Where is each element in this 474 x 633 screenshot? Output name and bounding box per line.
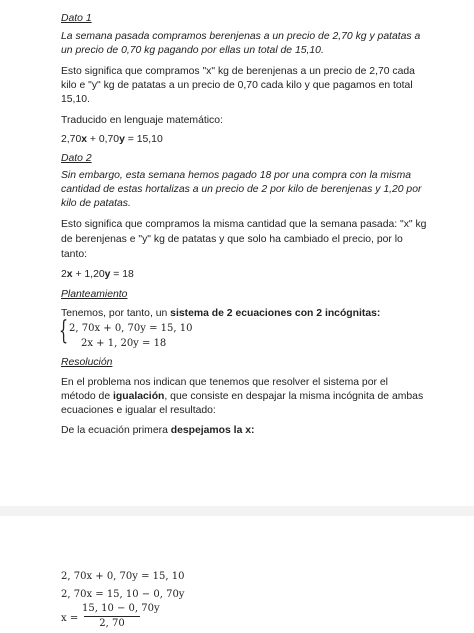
dato2-statement-line: cantidad de estas hortalizas a un precio de 2 por kilo de berenjenas y 1,20 por (61, 184, 422, 195)
resolucion-text: método de (61, 391, 113, 402)
dato1-meaning-line: Esto significa que compramos "x" kg de berenjenas a un precio de 2,70 cada (61, 66, 415, 77)
equation-2 (61, 268, 134, 281)
eq-var-y: y (104, 269, 111, 280)
eq-result: = 18 (110, 269, 134, 280)
system-equation-2: 2x + 1, 20y = 18 (81, 338, 167, 349)
planteamiento-intro-bold: sistema de 2 ecuaciones con 2 incógnitas: (170, 308, 381, 319)
planteamiento-heading: Planteamiento (61, 289, 128, 300)
dato1-meaning-line: 15,10. (61, 94, 90, 105)
document-page-2 (0, 516, 474, 633)
fraction-denominator: 2, 70 (99, 618, 125, 629)
eq-var-y: y (119, 134, 125, 145)
resolucion-line: ecuaciones e igualar el resultado: (61, 405, 216, 416)
dato2-statement-line: kilo de patatas. (61, 198, 131, 209)
eq-coef: 2 (61, 269, 67, 280)
dato1-heading: Dato 1 (61, 13, 92, 24)
resolucion-heading: Resolución (61, 357, 113, 368)
dato2-meaning-line: tanto: (61, 249, 87, 260)
resolucion-line (61, 390, 423, 403)
equation-1 (61, 133, 163, 146)
dato1-meaning-line: kilo e "y" kg de patatas a un precio de 0,70 cada kilo y que pagamos en total (61, 80, 413, 91)
page2-equation-1: 2, 70x + 0, 70y = 15, 10 (61, 571, 185, 582)
dato2-meaning-line: de berenjenas e "y" kg de patatas y que solo ha cambiado el precio, por lo (61, 234, 403, 245)
eq-coef: 2,70 (61, 134, 82, 145)
system-brace: { (59, 316, 69, 346)
dato1-statement-line: un precio de 0,70 kg pagando por ellas un total de 15,10. (61, 45, 324, 56)
resolucion-text: , que consiste en despajar la misma incógnita de ambas (164, 391, 424, 402)
despejamos-bold: despejamos la x: (170, 425, 255, 436)
dato2-statement-line: Sin embargo, esta semana hemos pagado 18 por una compra con la misma (61, 170, 412, 181)
page2-equation-2: 2, 70x = 15, 10 − 0, 70y (61, 589, 185, 600)
page2-equation-3-lhs: x = (61, 613, 79, 624)
planteamiento-intro-text: Tenemos, por tanto, un (61, 308, 171, 319)
eq-result: = 15,10 (124, 134, 163, 145)
resolucion-line: En el problema nos indican que tenemos que resolver el sistema por el (61, 377, 388, 388)
dato2-heading: Dato 2 (61, 153, 92, 164)
planteamiento-intro (61, 307, 380, 320)
dato2-meaning-line: Esto significa que compramos la misma cantidad que la semana pasada: "x" kg (61, 219, 427, 230)
eq-coef: + 0,70 (87, 134, 120, 145)
eq-var-x: x (66, 269, 73, 280)
eq-coef: + 1,20 (72, 269, 105, 280)
igualacion-bold: igualación (113, 391, 165, 402)
fraction-bar (84, 616, 140, 617)
despejamos-line (61, 424, 254, 437)
system-equation-1: 2, 70x + 0, 70y = 15, 10 (69, 323, 193, 334)
dato1-statement-line: La semana pasada compramos berenjenas a un precio de 2,70 kg y patatas a (61, 31, 421, 42)
despejamos-text: De la ecuación primera (61, 425, 171, 436)
fraction-numerator: 15, 10 − 0, 70y (82, 603, 160, 614)
eq-var-x: x (81, 134, 88, 145)
translated-label: Traducido en lenguaje matemático: (61, 115, 223, 126)
